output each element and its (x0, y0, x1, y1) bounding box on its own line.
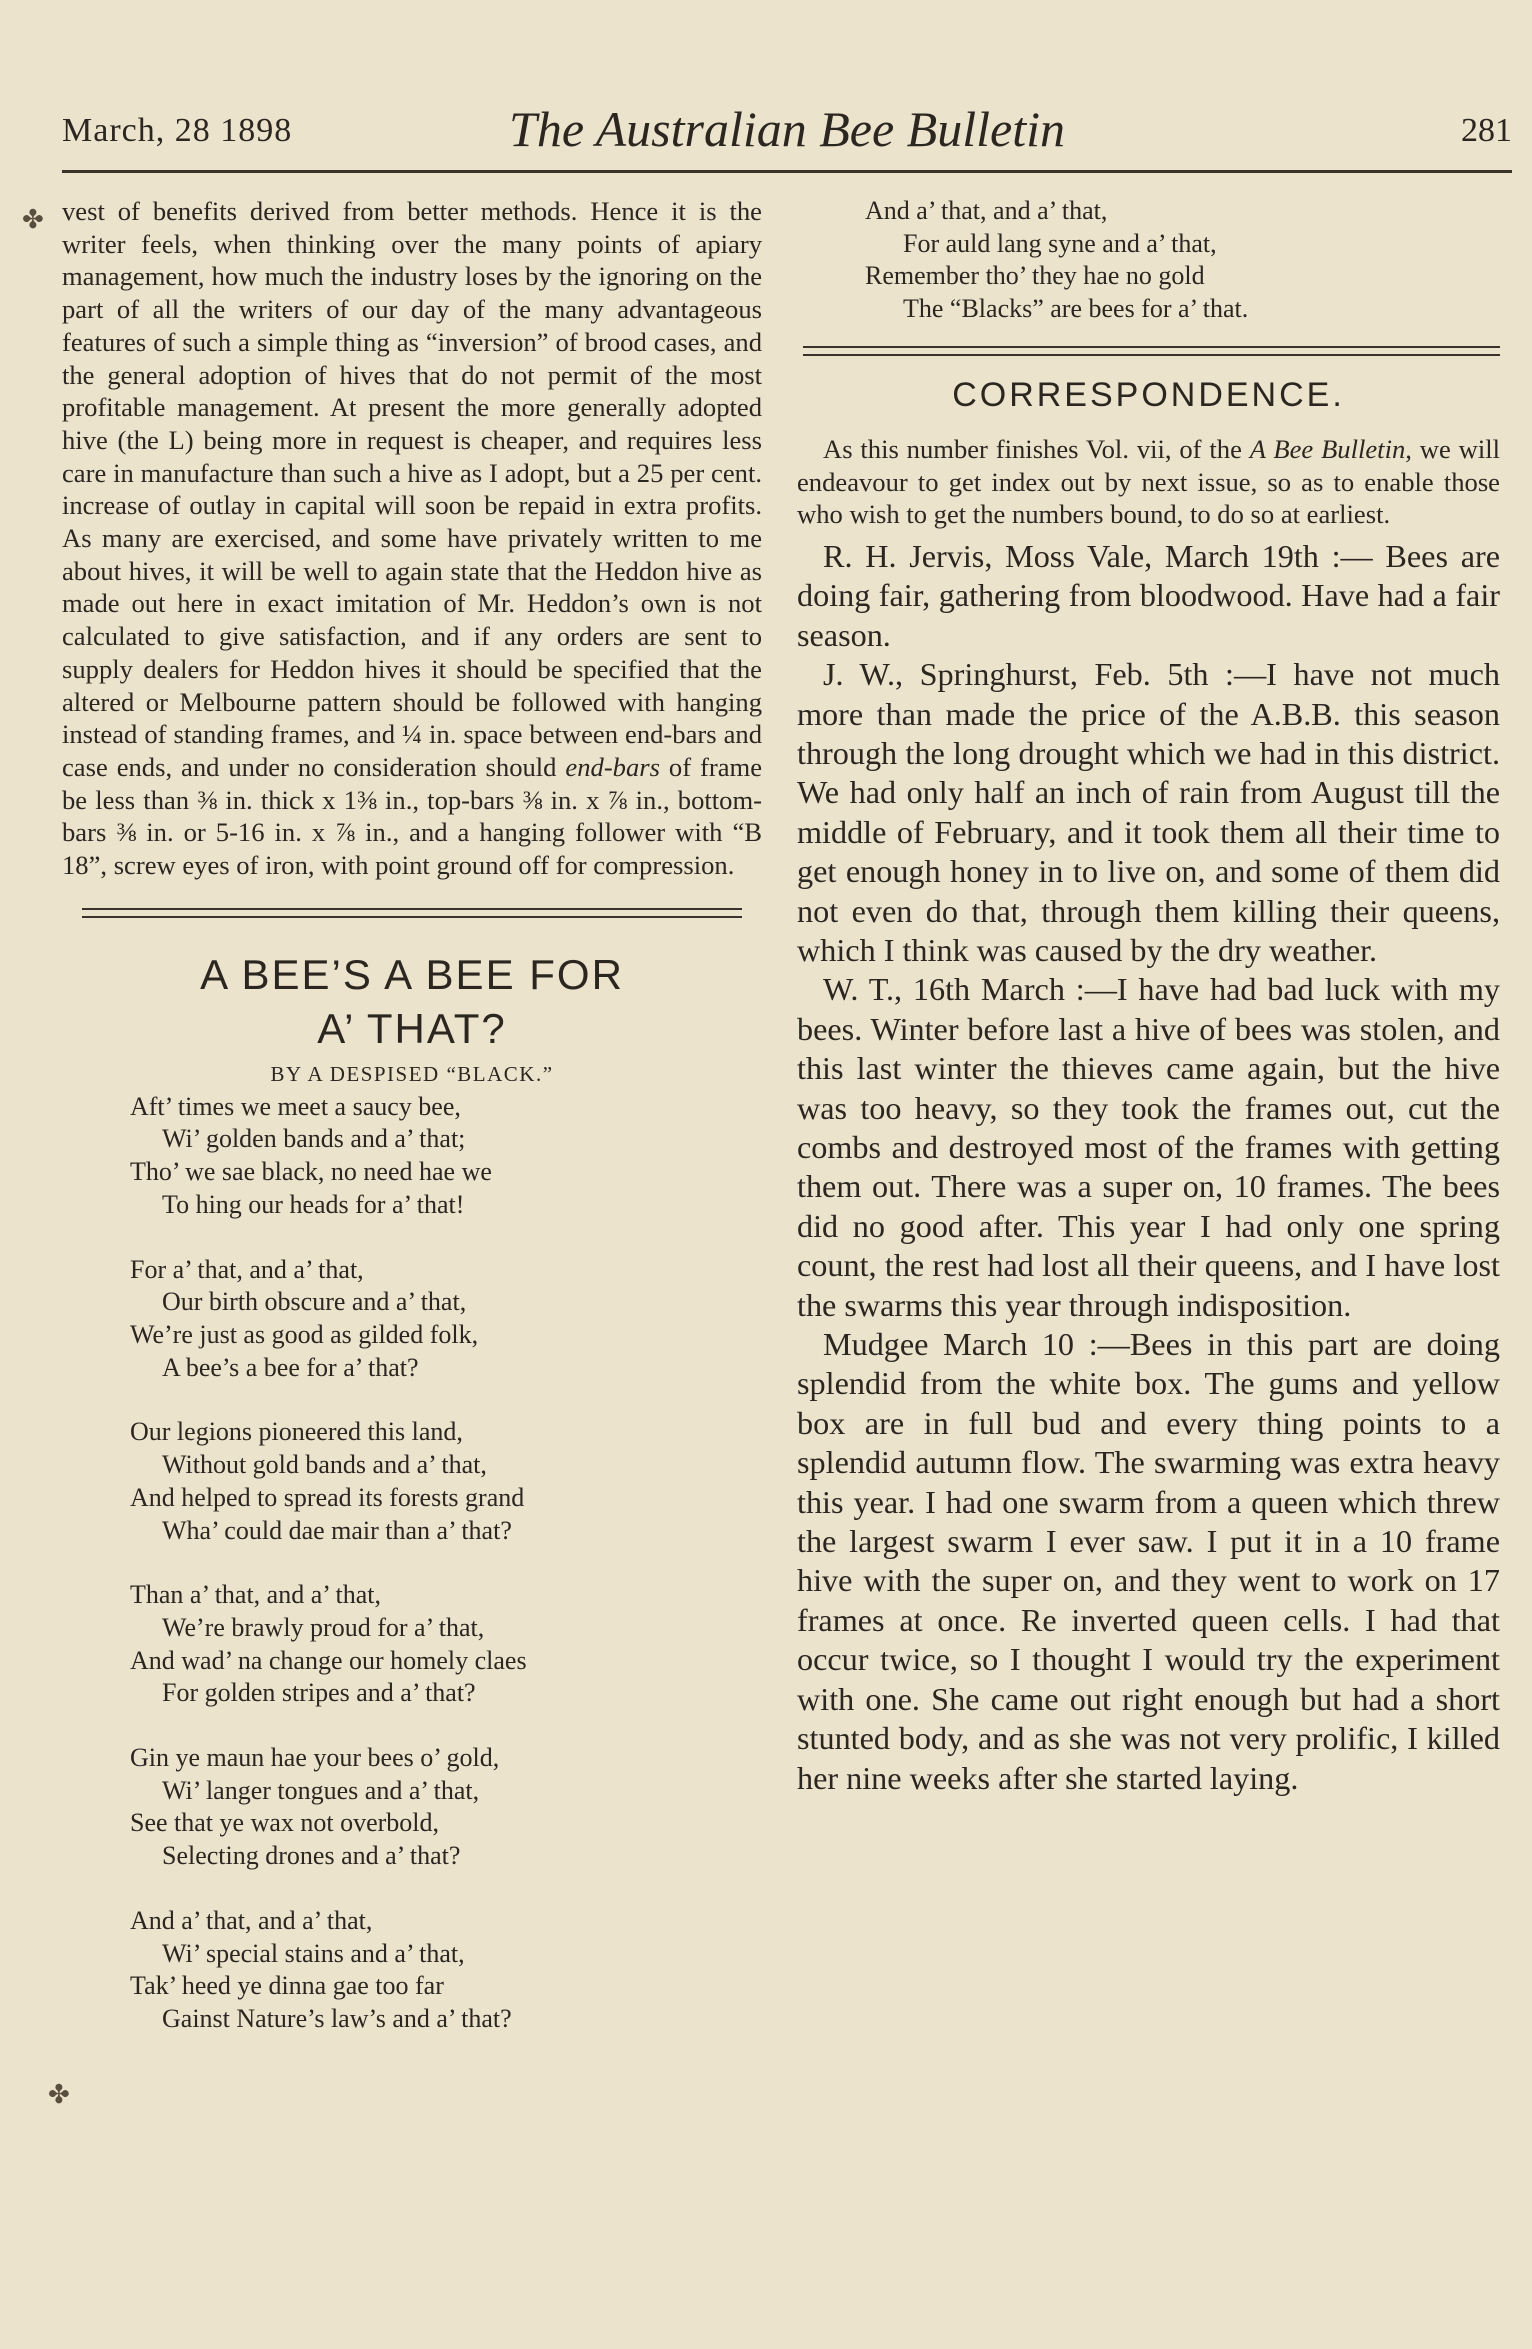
margin-mark-icon: ✤ (48, 2080, 70, 2109)
left-column (62, 195, 762, 2068)
verse-line: Gainst Nature’s law’s and a’ that? (162, 2003, 512, 2033)
verse-line: Gin ye maun hae your bees o’ gold, (130, 1743, 500, 1773)
poem-ending (797, 195, 1500, 326)
poem-byline: BY A DESPISED “BLACK.” (270, 1061, 554, 1086)
poem-stanza (130, 1742, 762, 1873)
page-header (62, 100, 1512, 173)
poem-title-line-2: A’ THAT? (317, 1004, 507, 1052)
issue-date: March, 28 1898 (62, 112, 293, 149)
end-bars-term: end-bars (565, 751, 660, 782)
verse-line: To hing our heads for a’ that! (162, 1189, 465, 1219)
publication-title: The Australian Bee Bulletin (509, 101, 1065, 157)
verse-line: For auld lang syne and a’ that, (903, 228, 1217, 258)
poem-stanza (130, 1905, 762, 2036)
section-divider (82, 908, 742, 918)
verse-line: Wi’ golden bands and a’ that; (162, 1124, 466, 1154)
right-column (797, 195, 1500, 1798)
poem-body (62, 1091, 762, 2036)
verse-line: Wi’ special stains and a’ that, (162, 1938, 465, 1968)
verse-line: And helped to spread its forests grand (130, 1482, 525, 1512)
section-divider (803, 346, 1500, 356)
verse-line: Tak’ heed ye dinna gae too far (130, 1971, 444, 2001)
verse-line: See that ye wax not overbold, (130, 1808, 440, 1838)
letter-paragraph: J. W., Springhurst, Feb. 5th :—I have not much more than made the price of the A.B.B. this season through the long drought which we had in this district. We had only half an inch of rain from August till the middle of February, and it took them all their time to get enough honey in to live on, and some of them did not even do that, through them killing their queens, which I think was caused by the dry weather. (797, 656, 1500, 968)
margin-mark-icon: ✤ (22, 205, 44, 234)
verse-line: Than a’ that, and a’ that, (130, 1580, 381, 1610)
verse-line: Our birth obscure and a’ that, (162, 1287, 467, 1317)
letter-paragraph: Mudgee March 10 :—Bees in this part are doing splendid from the white box. The gums and yellow box are in full bud and every thing points to a splendid autumn flow. The swarming was extra heavy this year. I had one swarm from a queen which threw the largest swarm I ever saw. I put it in a 10 frame hive with the super on, and they went to work on 17 frames at once. Re inverted queen cells. I had that occur twice, so I thought I would try the experiment with one. She came out right enough but had a short stunted body, and as she was not very prolific, I killed her nine weeks after she started laying. (797, 1326, 1500, 1796)
verse-line: Tho’ we sae black, no need hae we (130, 1157, 492, 1187)
poem-stanza (130, 1091, 762, 1222)
poem-stanza (130, 1416, 762, 1547)
verse-line: Without gold bands and a’ that, (162, 1450, 487, 1480)
poem-title-line-1: A BEE’S A BEE FOR (200, 950, 624, 998)
verse-line: The “Blacks” are bees for a’ that. (903, 294, 1249, 324)
verse-line: A bee’s a bee for a’ that? (162, 1352, 419, 1382)
verse-line: We’re just as good as gilded folk, (130, 1319, 479, 1349)
verse-line: Remember tho’ they hae no gold (865, 261, 1205, 291)
verse-line: Our legions pioneered this land, (130, 1417, 463, 1447)
correspondence-heading: CORRESPONDENCE. (952, 375, 1345, 414)
verse-line: For a’ that, and a’ that, (130, 1254, 364, 1284)
page-number: 281 (1461, 112, 1512, 149)
verse-line: Aft’ times we meet a saucy bee, (130, 1091, 461, 1121)
correspondence-intro: As this number finishes Vol. vii, of the A Bee Bulletin, we will endeavour to get index out by next issue, so as to enable those who wish to get the numbers bound, to do so at earliest. (797, 433, 1501, 530)
verse-line: And a’ that, and a’ that, (865, 196, 1108, 225)
verse-line: Wha’ could dae mair than a’ that? (162, 1515, 512, 1545)
article-continued: vest of benefits derived from better methods. Hence it is the writer feels, when thinking over the many points of apiary management, how much the industry loses by the ignoring on the part of all the writers of our day of the many advantageous features of such a simple thing as “inversion” of brood cases, and the general adoption of hives that do not permit of the most profitable management. At present the more generally adopted hive (the L) being more in request is cheaper, and requires less care in manufacture than such a hive as I adopt, but a 25 per cent. increase of outlay in capital will soon be repaid in extra profits. As many are exercised, and some have privately written to me about hives, it will be well to again state that the Heddon hive as made out here in exact imitation of Mr. Heddon’s own is not calculated to give satisfaction, and if any orders are sent to supply dealers for Heddon hives it should be specified that the altered or Melbourne pattern should be followed with hanging instead of standing frames, and ¼ in. space between end-bars and case ends, and under no consideration should end-bars of frame be less than ⅜ in. thick x 1⅜ in., top-bars ⅜ in. x ⅞ in., bottom-bars ⅜ in. or 5-16 in. x ⅞ in., and a hanging follower with “B 18”, screw eyes of iron, with point ground off for compression. (62, 196, 762, 881)
verse-line: For golden stripes and a’ that? (162, 1678, 476, 1708)
verse-line: And a’ that, and a’ that, (130, 1905, 373, 1935)
letter-paragraph: R. H. Jervis, Moss Vale, March 19th :— Bees are doing fair, gathering from bloodwood. Have had a fair season. (797, 537, 1500, 653)
verse-line: And wad’ na change our homely claes (130, 1645, 527, 1675)
verse-line: Selecting drones and a’ that? (162, 1841, 461, 1871)
poem-stanza (130, 1254, 762, 1385)
verse-line: We’re brawly proud for a’ that, (162, 1612, 485, 1642)
letter-paragraph: W. T., 16th March :—I have had bad luck with my bees. Winter before last a hive of bees was stolen, and this last winter the thieves came again, but the hive was too heavy, so they took the frames out, cut the combs and destroyed most of the frames with getting them out. There was a super on, 10 frames. The bees did no good after. This year I had only one spring count, the rest had lost all their queens, and I have lost the swarms this year through indisposition. (797, 971, 1500, 1323)
verse-line: Wi’ langer tongues and a’ that, (162, 1775, 480, 1805)
poem-stanza (130, 1579, 762, 1710)
